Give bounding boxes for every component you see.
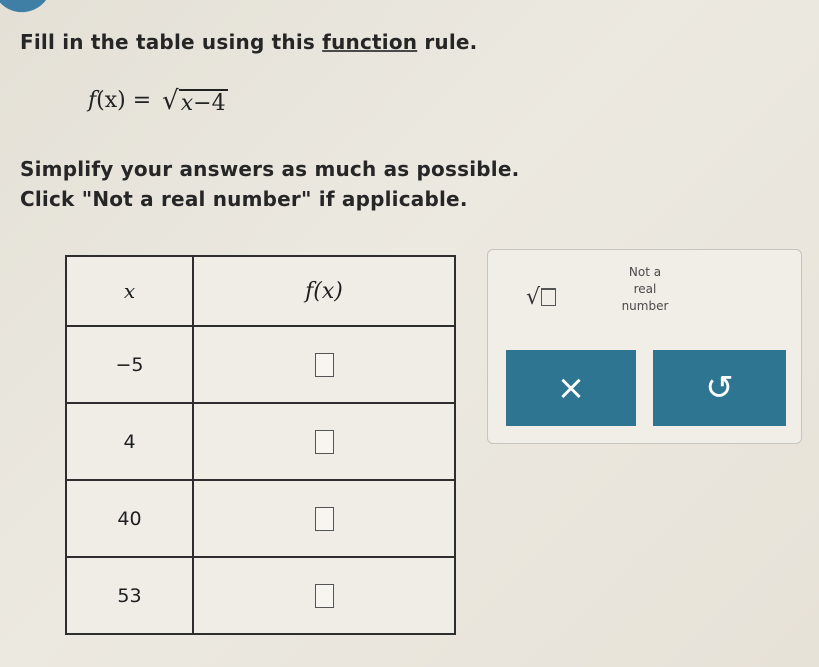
corner-tab	[0, 0, 56, 16]
instruction-text: rule.	[417, 30, 478, 54]
undo-icon: ↺	[705, 368, 734, 408]
answer-input[interactable]	[315, 353, 334, 377]
math-keypad	[487, 249, 802, 444]
formula-argument: (x)	[96, 88, 126, 113]
table-row	[66, 480, 455, 557]
formula-radicand	[179, 89, 228, 116]
table-row	[66, 557, 455, 634]
undo-button[interactable]	[653, 350, 786, 426]
instruction-line-4: Click "Not a real number" if applicable.	[20, 187, 468, 211]
not-real-label-line-3: number	[621, 299, 669, 313]
x-value: −5	[66, 326, 193, 403]
instruction-line-3: Simplify your answers as much as possible.	[20, 157, 520, 181]
x-value: 4	[66, 403, 193, 480]
function-table	[65, 255, 456, 635]
not-real-label-line-2: real	[633, 282, 657, 296]
radicand-constant: −4	[193, 91, 226, 116]
sqrt-symbol-icon: √	[162, 85, 179, 116]
not-real-label-line-1: Not a	[628, 265, 662, 279]
fx-cell	[193, 480, 455, 557]
function-link[interactable]: function	[322, 30, 418, 54]
answer-input[interactable]	[315, 584, 334, 608]
instruction-text: Fill in the table using this	[20, 30, 323, 54]
answer-input[interactable]	[315, 507, 334, 531]
formula-function-name: f	[88, 88, 97, 113]
x-value: 40	[66, 480, 193, 557]
fx-cell	[193, 326, 455, 403]
instruction-line-1	[20, 30, 478, 54]
header-fx: f(x)	[193, 256, 455, 326]
close-icon: ×	[556, 368, 586, 408]
table-row	[66, 326, 455, 403]
fx-cell	[193, 403, 455, 480]
formula-equals: =	[125, 88, 159, 113]
fx-cell	[193, 557, 455, 634]
not-real-number-button[interactable]	[600, 264, 690, 315]
sqrt-icon: √	[525, 284, 541, 310]
answer-input[interactable]	[315, 430, 334, 454]
clear-button[interactable]	[506, 350, 636, 426]
table-row	[66, 403, 455, 480]
radicand-variable: x	[180, 91, 194, 116]
placeholder-box-icon	[541, 288, 556, 306]
function-formula	[88, 85, 228, 116]
x-value: 53	[66, 557, 193, 634]
sqrt-button[interactable]	[516, 272, 566, 322]
table-header-row	[66, 256, 455, 326]
header-x: x	[66, 256, 193, 326]
